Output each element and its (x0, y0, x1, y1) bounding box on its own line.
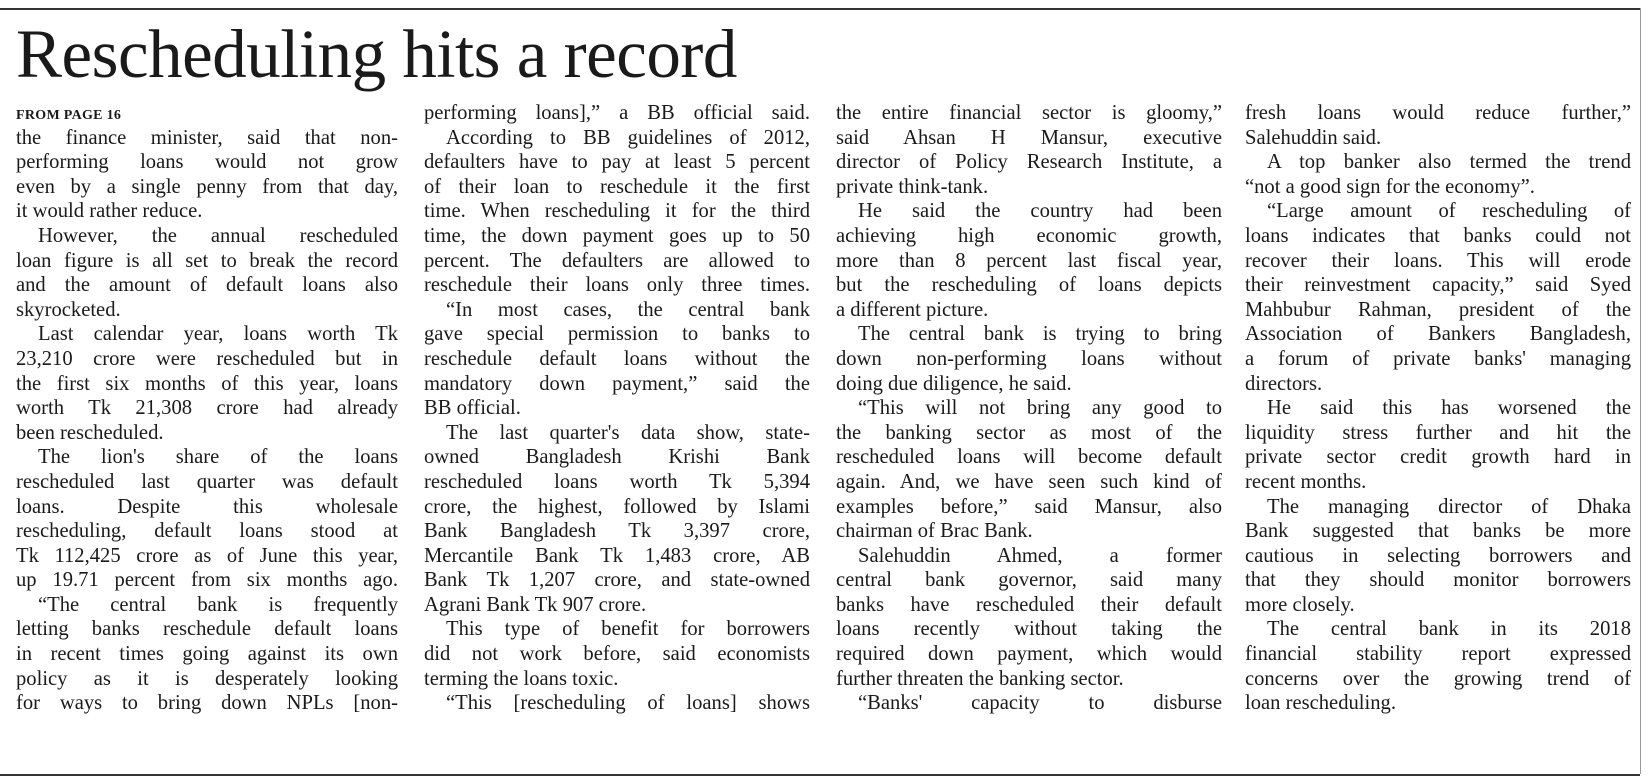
text-line: a forum of private banks' managing (1245, 347, 1631, 370)
text-line: further threaten the banking sector. (836, 667, 1124, 690)
text-line: up 19.71 percent from six months ago. (16, 569, 398, 592)
text-line: cautious in selecting borrowers and (1245, 544, 1631, 567)
article-column-1 (16, 101, 398, 716)
text-line: terming the loans toxic. (424, 667, 619, 690)
text-line: “not a good sign for the economy”. (1245, 175, 1535, 198)
text-line: loan rescheduling. (1245, 692, 1396, 715)
text-line: Agrani Bank Tk 907 crore. (424, 593, 647, 616)
text-line: recent months. (1245, 470, 1367, 493)
text-line: crore, the highest, followed by Islami (424, 495, 810, 518)
text-line: even by a single penny from that day, (16, 175, 398, 198)
text-line: more closely. (1245, 593, 1355, 616)
text-line: The central bank in its 2018 (1267, 618, 1631, 641)
text-line: loans recently without taking the (836, 618, 1222, 641)
text-line: in recent times going against its own (16, 643, 398, 666)
text-line: rescheduling, default loans stood at (16, 520, 398, 543)
text-line: directors. (1245, 372, 1323, 395)
bottom-rule (0, 774, 1640, 776)
text-line: said Ahsan H Mansur, executive (836, 126, 1222, 149)
text-line: Tk 112,425 crore as of June this year, (16, 544, 398, 567)
text-line: performing loans],” a BB official said. (424, 102, 810, 124)
text-line: a different picture. (836, 298, 989, 321)
text-line: loans indicates that banks could not (1245, 224, 1631, 247)
text-line: again. And, we have seen such kind of (836, 470, 1222, 493)
article-column-3 (836, 101, 1222, 716)
text-line: for ways to bring down NPLs [non- (16, 692, 398, 715)
text-line: Mercantile Bank Tk 1,483 crore, AB (424, 544, 810, 567)
article-column-4 (1245, 101, 1631, 716)
text-line: chairman of Brac Bank. (836, 520, 1033, 543)
text-line: 23,210 crore were rescheduled but in (16, 347, 398, 370)
text-line: He said the country had been (858, 200, 1222, 223)
text-line: skyrocketed. (16, 298, 121, 321)
text-line: down non-performing loans without (836, 347, 1222, 370)
text-line: more than 8 percent last fiscal year, (836, 249, 1222, 272)
text-line: their reinvestment capacity,” said Syed (1245, 274, 1631, 297)
text-line: BB official. (424, 397, 521, 420)
text-line: The managing director of Dhaka (1267, 495, 1631, 518)
text-line: policy as it is desperately looking (16, 667, 398, 690)
text-line: fresh loans would reduce further,” (1245, 102, 1631, 124)
text-line: financial stability report expressed (1245, 643, 1631, 666)
text-line: that they should monitor borrowers (1245, 569, 1631, 592)
text-line: The last quarter's data show, state- (446, 421, 810, 444)
text-line: loans. Despite this wholesale (16, 495, 398, 518)
text-line: letting banks reschedule default loans (16, 618, 398, 641)
article-column-2 (424, 101, 810, 716)
text-line: Association of Bankers Bangladesh, (1245, 323, 1631, 346)
text-line: “Banks' capacity to disburse (858, 692, 1222, 715)
text-line: The central bank is trying to bring (858, 323, 1222, 346)
text-line: the banking sector as most of the (836, 421, 1222, 444)
text-line: time, the down payment goes up to 50 (424, 224, 810, 247)
text-line: Salehuddin Ahmed, a former (858, 544, 1222, 567)
text-line: recover their loans. This will erode (1245, 249, 1631, 272)
text-line: and the amount of default loans also (16, 274, 398, 297)
text-line: concerns over the growing trend of (1245, 667, 1631, 690)
text-line: worth Tk 21,308 crore had already (16, 397, 398, 420)
text-line: time. When rescheduling it for the third (424, 200, 810, 223)
jump-label: FROM PAGE 16 (16, 108, 122, 123)
text-line: “This [rescheduling of loans] shows (446, 692, 810, 715)
text-line: central bank governor, said many (836, 569, 1222, 592)
text-line: “In most cases, the central bank (446, 298, 810, 321)
text-line: but the rescheduling of loans depicts (836, 274, 1222, 297)
text-line: Salehuddin said. (1245, 126, 1382, 149)
text-line: the first six months of this year, loans (16, 372, 398, 395)
text-line: reschedule default loans without the (424, 347, 810, 370)
text-line: Mahbubur Rahman, president of the (1245, 298, 1631, 321)
text-line: Bank Tk 1,207 crore, and state-owned (424, 569, 810, 592)
text-line: required down payment, which would (836, 643, 1222, 666)
headline: Rescheduling hits a record (16, 16, 737, 92)
text-line: private sector credit growth hard in (1245, 446, 1631, 469)
text-line: of their loan to reschedule it the first (424, 175, 810, 198)
text-line: banks have rescheduled their default (836, 593, 1222, 616)
text-line: achieving high economic growth, (836, 224, 1222, 247)
text-line: “The central bank is frequently (38, 593, 398, 616)
text-line: rescheduled loans worth Tk 5,394 (424, 470, 810, 493)
text-line: loan figure is all set to break the record (16, 249, 398, 272)
text-line: the finance minister, said that non- (16, 126, 398, 149)
text-line: He said this has worsened the (1267, 397, 1631, 420)
text-line: Bank suggested that banks be more (1245, 520, 1631, 543)
text-line: director of Policy Research Institute, a (836, 151, 1222, 174)
text-line: A top banker also termed the trend (1267, 151, 1631, 174)
text-line: The lion's share of the loans (38, 446, 398, 469)
text-line: Bank Bangladesh Tk 3,397 crore, (424, 520, 810, 543)
text-line: According to BB guidelines of 2012, (446, 126, 810, 149)
text-line: However, the annual rescheduled (38, 224, 398, 247)
text-line: defaulters have to pay at least 5 percent (424, 151, 810, 174)
jump-label-line (16, 101, 398, 126)
text-line: Last calendar year, loans worth Tk (38, 323, 398, 346)
text-line: reschedule their loans only three times. (424, 274, 810, 297)
text-line: did not work before, said economists (424, 643, 810, 666)
text-line: performing loans would not grow (16, 151, 398, 174)
text-line: mandatory down payment,” said the (424, 372, 810, 395)
text-line: private think-tank. (836, 175, 989, 198)
text-line: “Large amount of rescheduling of (1267, 200, 1631, 223)
text-line: rescheduled last quarter was default (16, 470, 398, 493)
text-line: been rescheduled. (16, 421, 164, 444)
text-line: it would rather reduce. (16, 200, 203, 223)
text-line: percent. The defaulters are allowed to (424, 249, 810, 272)
text-line: owned Bangladesh Krishi Bank (424, 446, 810, 469)
text-line: “This will not bring any good to (858, 397, 1222, 420)
text-line: This type of benefit for borrowers (446, 618, 810, 641)
top-rule (0, 8, 1640, 10)
right-rule (1640, 8, 1641, 774)
text-line: liquidity stress further and hit the (1245, 421, 1631, 444)
text-line: gave special permission to banks to (424, 323, 810, 346)
text-line: the entire financial sector is gloomy,” (836, 102, 1222, 124)
text-line: doing due diligence, he said. (836, 372, 1072, 395)
text-line: examples before,” said Mansur, also (836, 495, 1222, 518)
text-line: rescheduled loans will become default (836, 446, 1222, 469)
